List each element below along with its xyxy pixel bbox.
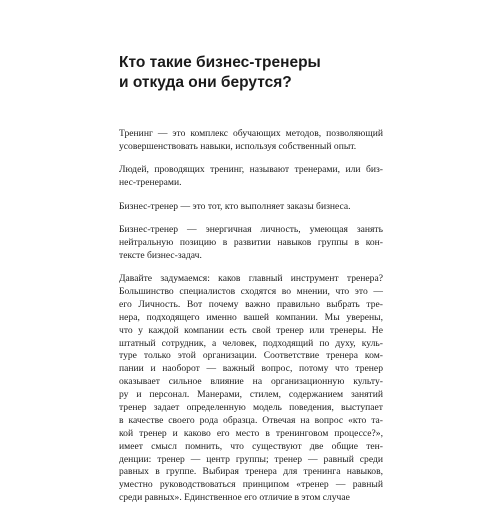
text-line: оказывает сильное влияние на организационную культу- [119,376,383,388]
text-line: Людей, проводящих тренинг, называют тренерами, или биз- [119,164,383,176]
text-line: усовершенствовать навыки, используя собственный опыт. [119,140,357,152]
text-line: туре только этой организации. Соответствие тренера ком- [119,350,383,362]
text-line: нейтральную позицию в развитии навыков группы в кон- [119,236,383,248]
paragraph [119,201,383,214]
chapter-title-line: Кто такие бизнес-тренеры [119,54,321,71]
text-line: среди равных». Единственное его отличие в этом случае [119,492,350,504]
chapter-title [119,53,389,93]
text-line: Бизнес-тренер — энергичная личность, умеющая занять [119,223,383,235]
text-line: что у каждой компании есть свой тренер или тренеры. Не [119,324,383,336]
text-line: Давайте задумаемся: каков главный инструмент тренера? [119,273,383,285]
paragraph [119,273,383,505]
text-line: в качестве своего рода образца. Отвечая на вопрос «кто та- [119,414,383,426]
text-line: тексте бизнес-задач. [119,249,202,261]
text-line: пании и наоборот — важный вопрос, потому что тренер [119,363,383,375]
paragraph [119,224,383,263]
text-line: равных в группе. Выбирая тренера для тренинга навыков, [119,466,383,478]
text-line: Бизнес-тренер — это тот, кто выполняет заказы бизнеса. [119,200,351,212]
paragraph [119,164,383,190]
text-line: кой тренер и каково его место в тренинговом процессе?», [119,427,383,439]
text-line: имеет смысл помнить, что существуют две общие тен- [119,440,383,452]
text-line: тренер задает определенную модель поведения, выступает [119,402,383,414]
text-line: Большинство специалистов сходятся во мнении, что это — [119,286,383,298]
text-line: Тренинг — это комплекс обучающих методов, позволяющий [119,128,383,139]
text-line: его Личность. Вот почему важно правильно выбрать тре- [119,298,383,310]
text-line: нера, подходящего именно вашей компании. Мы уверены, [119,311,383,323]
text-line: уместно руководствоваться принципом «тренер — равный [119,479,383,491]
text-line: нес-тренерами. [119,177,182,189]
text-line: денции: тренер — центр группы; тренер — равный среди [119,453,383,465]
body-text [119,128,383,516]
paragraph [119,128,383,154]
text-line: штатный сотрудник, а человек, подходящий по духу, куль- [119,337,383,349]
chapter-title-line: и откуда они берутся? [119,74,292,91]
text-line: ру и персонал. Манерами, стилем, содержанием занятий [119,389,383,401]
